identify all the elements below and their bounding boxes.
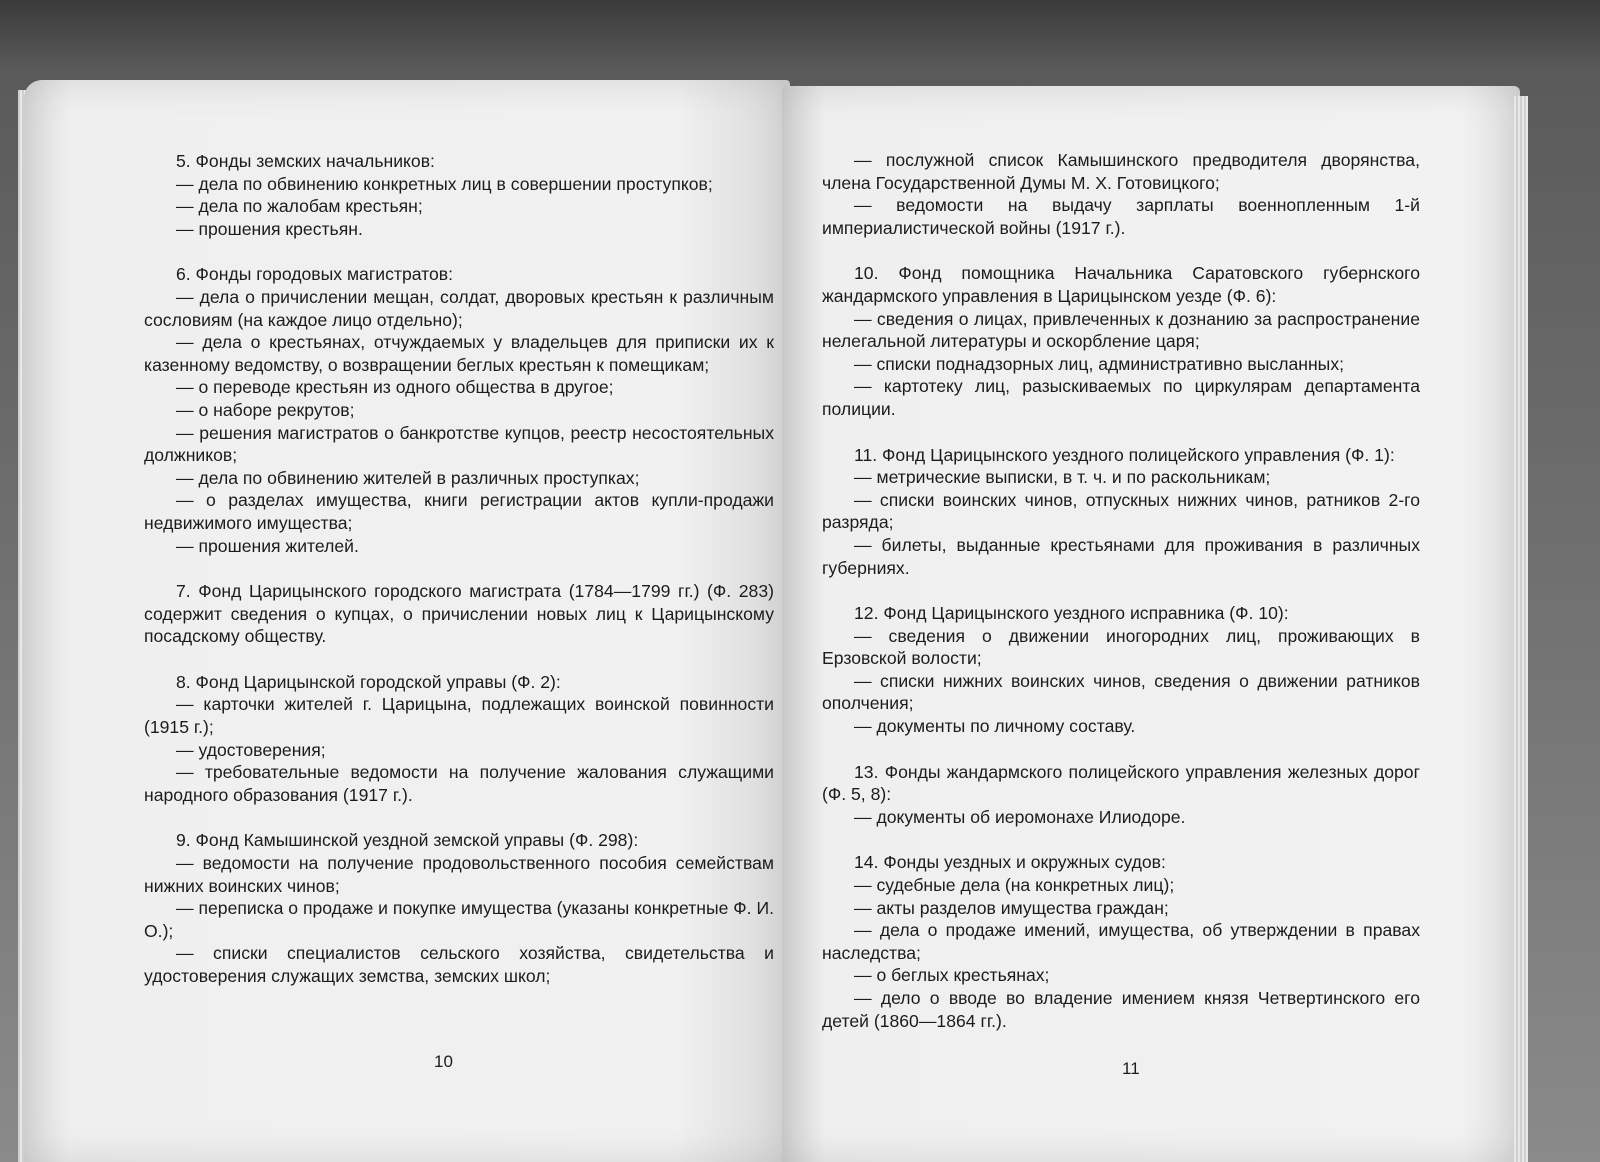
paragraph: — дела о продаже имений, имущества, об утверждении в правах наследства; xyxy=(822,920,1420,963)
paragraph: — прошения крестьян. xyxy=(176,218,363,239)
paragraph: — списки специалистов сельского хозяйства, свидетельства и удостоверения служащих земства, земских школ; xyxy=(144,943,774,986)
page-number-left: 10 xyxy=(434,1052,453,1071)
paragraph: — сведения о лицах, привлеченных к дознанию за распространение нелегальной литературы и оскорбление царя; xyxy=(822,308,1420,352)
paragraph: — переписка о продаже и покупке имущества (указаны конкретные Ф. И. О.); xyxy=(144,898,774,941)
paragraph: — о переводе крестьян из одного общества в другое; xyxy=(176,377,614,398)
paragraph: — карточки жителей г. Царицына, подлежащих воинской повинности (1915 г.); xyxy=(144,694,774,738)
paragraph: — о наборе рекрутов; xyxy=(176,399,355,420)
paragraph: — метрические выписки, в т. ч. и по раскольникам; xyxy=(854,467,1271,488)
paragraph: — билеты, выданные крестьянами для проживания в различных губерниях. xyxy=(822,534,1420,578)
paragraph-gap xyxy=(144,806,774,829)
paragraph: 13. Фонды жандармского полицейского управления железных дорог (Ф. 5, 8): xyxy=(822,761,1420,805)
section-heading: 8. Фонд Царицынской городской управы (Ф. 2): xyxy=(176,671,561,692)
paragraph: — сведения о движении иногородних лиц, проживающих в Ерзовской волости; xyxy=(822,625,1420,669)
paragraph: — документы об иеромонахе Илиодоре. xyxy=(854,806,1186,827)
paragraph: — удостоверения; xyxy=(176,739,326,760)
paragraph: — дела по обвинению конкретных лиц в совершении проступков; xyxy=(176,173,713,194)
paragraph: — документы по личному составу. xyxy=(854,716,1136,737)
paragraph: — картотеку лиц, разыскиваемых по циркулярам департамента полиции. xyxy=(822,376,1420,419)
paragraph: — решения магистратов о банкротстве купцов, реестр несостоятельных должников; xyxy=(144,422,774,466)
paragraph: — дела по жалобам крестьян; xyxy=(176,196,423,217)
right-page xyxy=(782,86,1520,1162)
paragraph: — о беглых крестьянах; xyxy=(854,965,1050,986)
paragraph: — дела по обвинению жителей в различных проступках; xyxy=(176,467,640,488)
paragraph: — дело о вводе во владение имением князя Четвертинского его детей (1860—1864 гг.). xyxy=(822,988,1420,1031)
page-number-right: 11 xyxy=(1122,1059,1140,1078)
paragraph-gap xyxy=(822,579,1420,602)
paragraph: 10. Фонд помощника Начальника Саратовского губернского жандармского управления в Царицынском уезде (Ф. 6): xyxy=(822,263,1420,306)
section-heading: 11. Фонд Царицынского уездного полицейского управления (Ф. 1): xyxy=(854,444,1395,465)
right-page-edge xyxy=(1514,96,1528,1162)
section-heading: 12. Фонд Царицынского уездного исправника (Ф. 10): xyxy=(854,603,1289,624)
paragraph-gap xyxy=(822,738,1420,761)
section-heading: 9. Фонд Камышинской уездной земской управы (Ф. 298): xyxy=(176,830,639,851)
paragraph: — дела о крестьянах, отчуждаемых у владельцев для приписки их к казенному ведомству, о возвращении беглых крестьян к помещикам; xyxy=(144,332,774,375)
left-page-text xyxy=(144,150,774,988)
paragraph-gap xyxy=(822,828,1420,851)
paragraph: — прошения жителей. xyxy=(176,535,359,556)
section-heading: 6. Фонды городовых магистратов: xyxy=(176,264,454,285)
paragraph-gap xyxy=(144,648,774,671)
paragraph: — акты разделов имущества граждан; xyxy=(854,897,1169,918)
paragraph: — ведомости на выдачу зарплаты военнопленным 1-й империалистической войны (1917 г.). xyxy=(822,195,1420,238)
paragraph: — судебные дела (на конкретных лиц); xyxy=(854,875,1175,896)
paragraph: — списки поднадзорных лиц, административно высланных; xyxy=(854,353,1345,374)
section-heading: 5. Фонды земских начальников: xyxy=(176,151,435,171)
paragraph: — списки воинских чинов, отпускных нижних чинов, ратников 2-го разряда; xyxy=(822,489,1420,533)
paragraph: — списки нижних воинских чинов, сведения о движении ратников ополчения; xyxy=(822,670,1420,714)
paragraph: — ведомости на получение продовольственного пособия семействам нижних воинских чинов; xyxy=(144,853,774,896)
paragraph-gap xyxy=(144,557,774,580)
paragraph-gap xyxy=(822,239,1420,262)
paragraph: — послужной список Камышинского предводителя дворянства, члена Государственной Думы М. Х. Готовицкого; xyxy=(822,150,1420,193)
section-heading: 14. Фонды уездных и окружных судов: xyxy=(854,852,1166,873)
paragraph: — требовательные ведомости на получение жалования служащими народного образования (1917 г.). xyxy=(144,762,774,805)
left-page xyxy=(24,80,790,1162)
paragraph-gap xyxy=(822,421,1420,444)
paragraph: — о разделах имущества, книги регистрации актов купли-продажи недвижимого имущества; xyxy=(144,490,774,533)
paragraph-gap xyxy=(144,240,774,263)
paragraph: — дела о причислении мещан, солдат, дворовых крестьян к различным сословиям (на каждое лицо отдельно); xyxy=(144,286,774,330)
right-page-text xyxy=(822,149,1420,1032)
paragraph: 7. Фонд Царицынского городского магистрата (1784—1799 гг.) (Ф. 283) содержит сведения о купцах, о причислении новых лиц к Царицынскому посадскому обществу. xyxy=(144,581,774,647)
